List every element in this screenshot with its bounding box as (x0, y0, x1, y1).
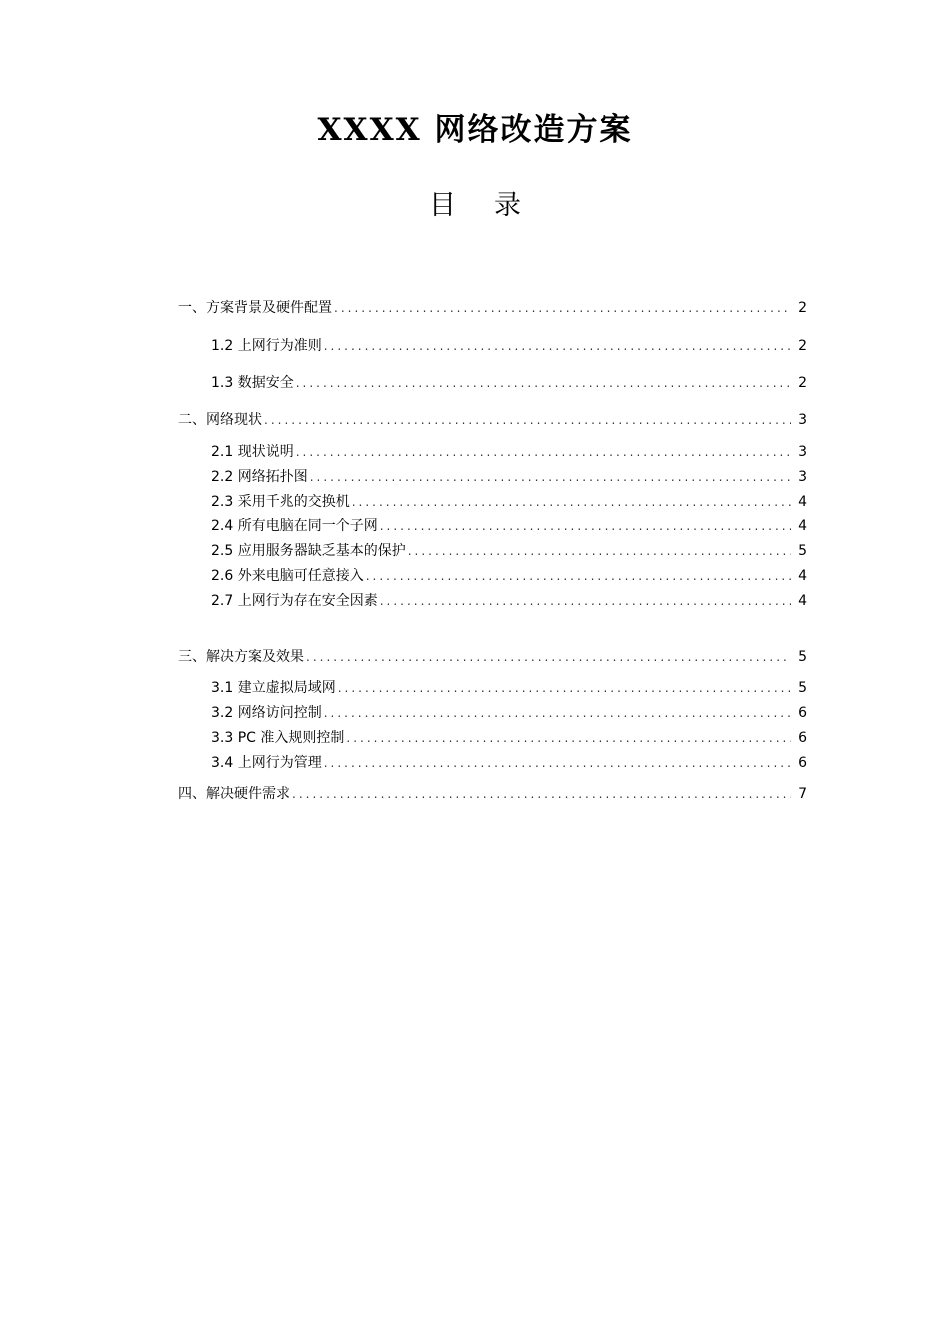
toc-dot-leader (334, 297, 791, 319)
toc-entry-2-2[interactable] (211, 466, 807, 488)
toc-entry-section-1[interactable] (178, 297, 807, 319)
toc-page-number: 4 (798, 494, 807, 510)
toc-dot-leader (296, 372, 791, 394)
toc-entry-label: 二、网络现状 (178, 412, 262, 428)
toc-dot-leader (408, 540, 791, 562)
toc-dot-leader (306, 646, 791, 668)
toc-page-number: 4 (798, 593, 807, 609)
toc-entry-label: 2.3 采用千兆的交换机 (211, 494, 350, 510)
toc-page-number: 2 (798, 375, 807, 391)
toc-dot-leader (324, 335, 791, 357)
toc-page-number: 3 (798, 412, 807, 428)
toc-dot-leader (264, 409, 791, 431)
toc-page-number: 5 (798, 649, 807, 665)
toc-entry-1-3[interactable] (211, 372, 807, 394)
toc-entry-label: 3.1 建立虚拟局域网 (211, 680, 336, 696)
toc-entry-2-3[interactable] (211, 491, 807, 513)
toc-page-number: 6 (798, 705, 807, 721)
table-of-contents (178, 0, 807, 820)
toc-entry-2-1[interactable] (211, 441, 807, 463)
toc-page-number: 4 (798, 568, 807, 584)
toc-entry-2-7[interactable] (211, 590, 807, 612)
toc-page-number: 4 (798, 518, 807, 534)
toc-entry-label: 3.3 PC 准入规则控制 (211, 730, 345, 746)
toc-entry-3-2[interactable] (211, 702, 807, 724)
toc-heading-char-1: 目 (429, 190, 456, 221)
toc-page-number: 2 (798, 338, 807, 354)
toc-entry-label: 三、解决方案及效果 (178, 649, 304, 665)
toc-entry-label: 一、方案背景及硬件配置 (178, 300, 332, 316)
toc-entry-section-2[interactable] (178, 409, 807, 431)
toc-page-number: 7 (798, 786, 807, 802)
toc-dot-leader (338, 677, 791, 699)
toc-dot-leader (346, 727, 791, 749)
toc-dot-leader (380, 515, 791, 537)
toc-entry-label: 2.1 现状说明 (211, 444, 294, 460)
toc-entry-2-6[interactable] (211, 565, 807, 587)
toc-dot-leader (366, 565, 791, 587)
toc-page-number: 6 (798, 730, 807, 746)
toc-entry-label: 1.3 数据安全 (211, 375, 294, 391)
toc-heading-char-2: 录 (494, 190, 521, 221)
toc-dot-leader (296, 441, 791, 463)
toc-dot-leader (380, 590, 791, 612)
toc-entry-label: 3.2 网络访问控制 (211, 705, 322, 721)
toc-entry-label: 1.2 上网行为准则 (211, 338, 322, 354)
toc-entry-section-3[interactable] (178, 646, 807, 668)
toc-entry-2-5[interactable] (211, 540, 807, 562)
toc-entry-label: 3.4 上网行为管理 (211, 755, 322, 771)
document-title: XXXX 网络改造方案 (317, 112, 633, 148)
toc-entry-3-1[interactable] (211, 677, 807, 699)
toc-page-number: 5 (798, 680, 807, 696)
toc-page-number: 3 (798, 469, 807, 485)
toc-entry-label: 2.6 外来电脑可任意接入 (211, 568, 364, 584)
toc-entry-label: 四、解决硬件需求 (178, 786, 290, 802)
toc-dot-leader (324, 702, 791, 724)
toc-entry-3-4[interactable] (211, 752, 807, 774)
toc-page-number: 2 (798, 300, 807, 316)
toc-entry-2-4[interactable] (211, 515, 807, 537)
toc-entry-1-2[interactable] (211, 335, 807, 357)
toc-page-number: 6 (798, 755, 807, 771)
toc-entry-label: 2.5 应用服务器缺乏基本的保护 (211, 543, 406, 559)
toc-page-number: 3 (798, 444, 807, 460)
toc-dot-leader (310, 466, 791, 488)
toc-entry-label: 2.2 网络拓扑图 (211, 469, 308, 485)
toc-dot-leader (324, 752, 791, 774)
toc-entry-3-3[interactable] (211, 727, 807, 749)
toc-dot-leader (352, 491, 791, 513)
toc-dot-leader (292, 783, 791, 805)
toc-entry-label: 2.7 上网行为存在安全因素 (211, 593, 378, 609)
toc-entry-section-4[interactable] (178, 783, 807, 805)
toc-page-number: 5 (798, 543, 807, 559)
toc-entry-label: 2.4 所有电脑在同一个子网 (211, 518, 378, 534)
